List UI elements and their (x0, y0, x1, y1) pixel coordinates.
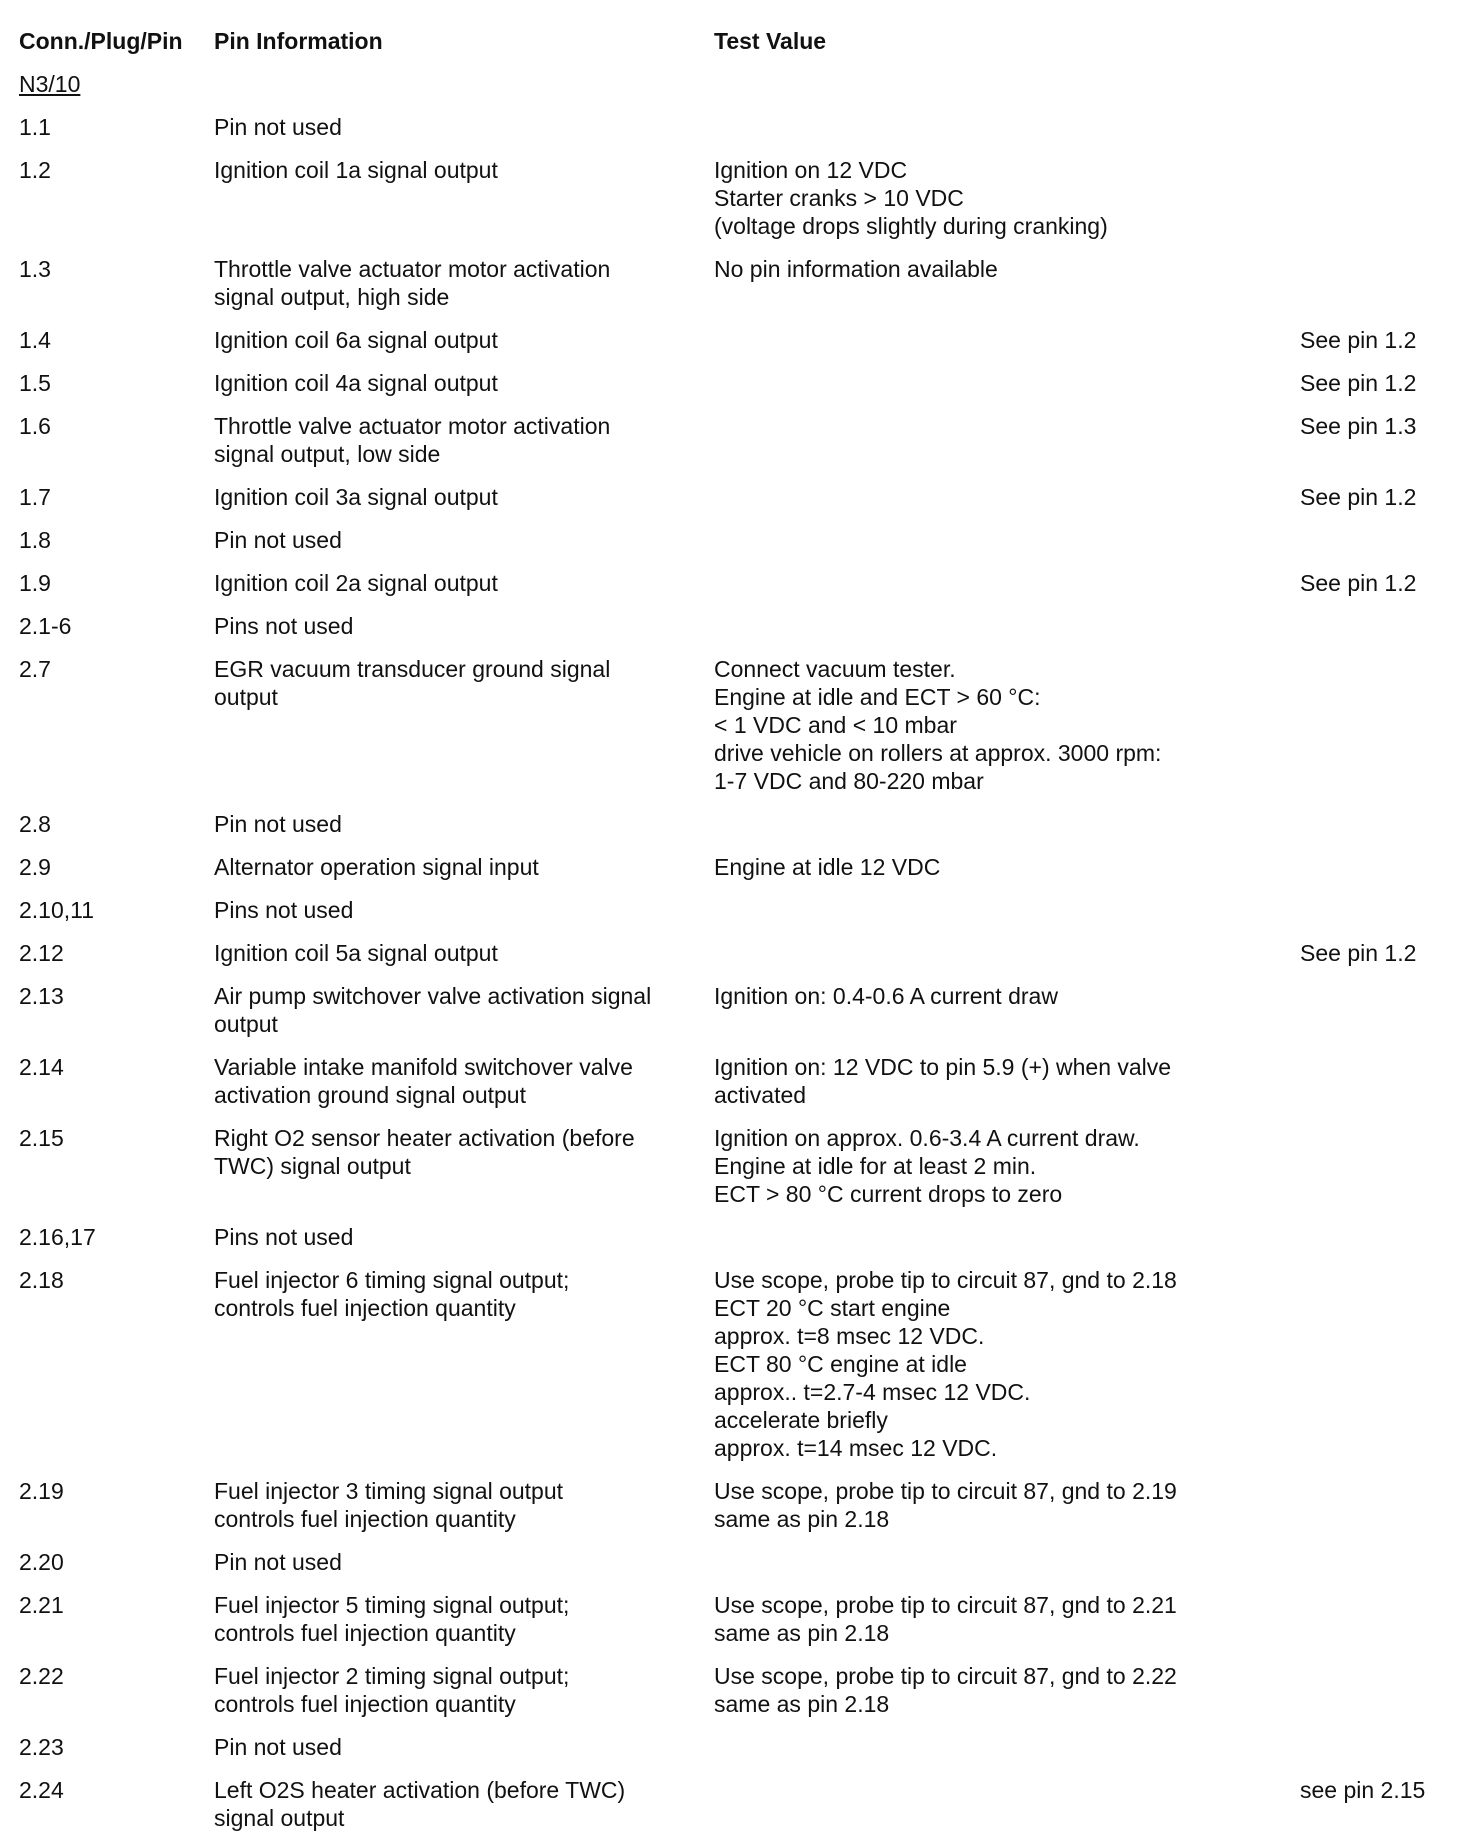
test-value-line: (voltage drops slightly during cranking) (714, 213, 1108, 239)
test-value-line: Engine at idle and ECT > 60 °C: (714, 684, 1041, 710)
pin-information (214, 1477, 704, 1533)
pin-information-line: Left O2S heater activation (before TWC) (214, 1777, 626, 1803)
pin-number: 1.1 (19, 114, 51, 140)
pin-information (214, 255, 704, 311)
pin-number: 2.22 (19, 1663, 64, 1689)
pin-information (214, 369, 704, 397)
pin-number: 2.16,17 (19, 1224, 96, 1250)
pin-information-line: Pins not used (214, 613, 354, 639)
table-row (0, 1591, 1472, 1647)
table-row (0, 1662, 1472, 1718)
test-value-line: ECT 20 °C start engine (714, 1295, 951, 1321)
test-value (714, 1124, 1274, 1208)
pin-information (214, 1662, 704, 1718)
test-value (714, 255, 1274, 283)
test-value (714, 1053, 1274, 1109)
pin-information-line: output (214, 684, 278, 710)
see-pin-reference: see pin 2.15 (1300, 1777, 1426, 1803)
test-value (714, 1477, 1274, 1533)
pin-number: 2.8 (19, 811, 51, 837)
pin-information-line: TWC) signal output (214, 1153, 411, 1179)
pin-information-line: Fuel injector 6 timing signal output; (214, 1267, 570, 1293)
pin-information-line: Air pump switchover valve activation signal (214, 983, 652, 1009)
pin-number: 2.14 (19, 1054, 64, 1080)
table-row (0, 896, 1472, 924)
test-value (714, 853, 1274, 881)
pin-information (214, 853, 704, 881)
pin-information-line: signal output, low side (214, 441, 441, 467)
test-value-line: Use scope, probe tip to circuit 87, gnd to 2.21 (714, 1592, 1177, 1618)
table-row (0, 1733, 1472, 1761)
see-pin-reference: See pin 1.2 (1300, 327, 1417, 353)
pin-information-line: EGR vacuum transducer ground signal (214, 656, 611, 682)
pin-information (214, 939, 704, 967)
pin-information-line: Ignition coil 2a signal output (214, 570, 498, 596)
pin-information-line: activation ground signal output (214, 1082, 526, 1108)
test-value-line: approx. t=14 msec 12 VDC. (714, 1435, 998, 1461)
test-value-line: Connect vacuum tester. (714, 656, 956, 682)
test-value (714, 655, 1274, 795)
test-value-line: drive vehicle on rollers at approx. 3000 rpm: (714, 740, 1162, 766)
pin-information (214, 612, 704, 640)
pin-number: 1.6 (19, 413, 51, 439)
pin-number: 2.23 (19, 1734, 64, 1760)
test-value-line: Ignition on approx. 0.6-3.4 A current draw. (714, 1125, 1140, 1151)
pin-information (214, 526, 704, 554)
test-value (714, 982, 1274, 1010)
pin-number: 1.9 (19, 570, 51, 596)
table-row (0, 156, 1472, 240)
test-value-line: No pin information available (714, 256, 998, 282)
test-value-line: ECT > 80 °C current drops to zero (714, 1181, 1063, 1207)
pin-number: 2.24 (19, 1777, 64, 1803)
table-row (0, 483, 1472, 511)
pin-information-line: Pins not used (214, 1224, 354, 1250)
table-row (0, 982, 1472, 1038)
pin-number: 1.5 (19, 370, 51, 396)
pin-number: 2.9 (19, 854, 51, 880)
pin-information-line: controls fuel injection quantity (214, 1691, 516, 1717)
pin-information-line: Ignition coil 6a signal output (214, 327, 498, 353)
table-row (0, 612, 1472, 640)
table-row (0, 326, 1472, 354)
table-row (0, 113, 1472, 141)
table-row (0, 1223, 1472, 1251)
test-value-line: < 1 VDC and < 10 mbar (714, 712, 957, 738)
test-value (714, 1662, 1274, 1718)
pin-information (214, 113, 704, 141)
table-body (0, 113, 1472, 1847)
table-row (0, 853, 1472, 881)
test-value-line: Ignition on 12 VDC (714, 157, 908, 183)
pin-information-line: Fuel injector 2 timing signal output; (214, 1663, 570, 1689)
connector-label: N3/10 (19, 71, 81, 97)
pin-information (214, 1591, 704, 1647)
test-value-line: approx.. t=2.7-4 msec 12 VDC. (714, 1379, 1031, 1405)
pin-number: 2.7 (19, 656, 51, 682)
pin-information-line: controls fuel injection quantity (214, 1295, 516, 1321)
pin-information-line: Pin not used (214, 527, 342, 553)
pin-information-line: output (214, 1011, 278, 1037)
pin-information (214, 156, 704, 184)
pin-information-line: Ignition coil 3a signal output (214, 484, 498, 510)
table-row (0, 1548, 1472, 1576)
header-test-value: Test Value (714, 28, 827, 54)
pin-number: 2.18 (19, 1267, 64, 1293)
test-value (714, 1266, 1274, 1462)
test-value (714, 1591, 1274, 1647)
test-value-line: Ignition on: 12 VDC to pin 5.9 (+) when valve (714, 1054, 1172, 1080)
test-value-line: Use scope, probe tip to circuit 87, gnd to 2.19 (714, 1478, 1177, 1504)
pin-number: 1.4 (19, 327, 51, 353)
pin-information (214, 412, 704, 468)
table-header (0, 27, 1472, 57)
pin-information-line: controls fuel injection quantity (214, 1506, 516, 1532)
pin-number: 2.20 (19, 1549, 64, 1575)
pin-information (214, 810, 704, 838)
pin-number: 1.2 (19, 157, 51, 183)
pin-information (214, 569, 704, 597)
see-pin-reference: See pin 1.2 (1300, 570, 1417, 596)
test-value-line: same as pin 2.18 (714, 1691, 890, 1717)
test-value-line: Starter cranks > 10 VDC (714, 185, 964, 211)
pin-number: 2.1-6 (19, 613, 72, 639)
table-row (0, 1266, 1472, 1462)
pin-information-line: controls fuel injection quantity (214, 1620, 516, 1646)
test-value-line: approx. t=8 msec 12 VDC. (714, 1323, 985, 1349)
pin-information (214, 1124, 704, 1180)
pin-number: 1.7 (19, 484, 51, 510)
pin-number: 2.21 (19, 1592, 64, 1618)
pin-information-line: Pin not used (214, 1734, 342, 1760)
pin-information-line: Variable intake manifold switchover valve (214, 1054, 633, 1080)
pin-number: 2.13 (19, 983, 64, 1009)
pin-information-line: Pins not used (214, 897, 354, 923)
pin-information (214, 1733, 704, 1761)
table-row (0, 810, 1472, 838)
see-pin-reference: See pin 1.2 (1300, 370, 1417, 396)
pin-information (214, 1548, 704, 1576)
table-row (0, 255, 1472, 311)
see-pin-reference: See pin 1.2 (1300, 484, 1417, 510)
pin-information-line: Pin not used (214, 1549, 342, 1575)
pin-information (214, 1223, 704, 1251)
header-conn-plug-pin: Conn./Plug/Pin (19, 28, 183, 54)
test-value-line: same as pin 2.18 (714, 1620, 890, 1646)
table-row (0, 369, 1472, 397)
test-value (714, 156, 1274, 240)
pin-information (214, 483, 704, 511)
pin-information (214, 655, 704, 711)
pin-information (214, 326, 704, 354)
table-row (0, 569, 1472, 597)
pin-information-line: Fuel injector 3 timing signal output (214, 1478, 564, 1504)
pin-information-line: Pin not used (214, 114, 342, 140)
pin-information (214, 1776, 704, 1832)
table-row (0, 1776, 1472, 1832)
pin-information (214, 982, 704, 1038)
test-value-line: Use scope, probe tip to circuit 87, gnd to 2.22 (714, 1663, 1177, 1689)
pin-information-line: Throttle valve actuator motor activation (214, 413, 611, 439)
test-value-line: 1-7 VDC and 80-220 mbar (714, 768, 984, 794)
header-pin-information: Pin Information (214, 28, 383, 54)
table-row (0, 1053, 1472, 1109)
pin-information-line: Throttle valve actuator motor activation (214, 256, 611, 282)
test-value-line: Engine at idle 12 VDC (714, 854, 941, 880)
table-row (0, 1477, 1472, 1533)
pin-information-line: signal output (214, 1805, 345, 1831)
test-value-line: Use scope, probe tip to circuit 87, gnd to 2.18 (714, 1267, 1177, 1293)
pin-number: 2.15 (19, 1125, 64, 1151)
see-pin-reference: See pin 1.3 (1300, 413, 1417, 439)
test-value-line: accelerate briefly (714, 1407, 888, 1433)
pin-information-line: Ignition coil 4a signal output (214, 370, 498, 396)
test-value-line: ECT 80 °C engine at idle (714, 1351, 967, 1377)
table-row (0, 1124, 1472, 1208)
pin-information (214, 1053, 704, 1109)
table-row (0, 655, 1472, 795)
pin-information-line: Right O2 sensor heater activation (before (214, 1125, 635, 1151)
pin-information-line: signal output, high side (214, 284, 450, 310)
pin-number: 2.12 (19, 940, 64, 966)
pin-number: 2.10,11 (19, 897, 95, 923)
see-pin-reference: See pin 1.2 (1300, 940, 1417, 966)
test-value-line: Ignition on: 0.4-0.6 A current draw (714, 983, 1058, 1009)
table-row (0, 412, 1472, 468)
table-row (0, 526, 1472, 554)
pin-number: 1.3 (19, 256, 51, 282)
pin-information (214, 1266, 704, 1322)
pin-information-line: Ignition coil 5a signal output (214, 940, 498, 966)
pin-information-line: Alternator operation signal input (214, 854, 539, 880)
test-value-line: same as pin 2.18 (714, 1506, 890, 1532)
test-value-line: Engine at idle for at least 2 min. (714, 1153, 1037, 1179)
pin-number: 2.19 (19, 1478, 64, 1504)
pin-information-line: Pin not used (214, 811, 342, 837)
pin-information (214, 896, 704, 924)
table-row (0, 939, 1472, 967)
test-value-line: activated (714, 1082, 807, 1108)
pin-information-line: Fuel injector 5 timing signal output; (214, 1592, 570, 1618)
pin-information-line: Ignition coil 1a signal output (214, 157, 498, 183)
pin-number: 1.8 (19, 527, 51, 553)
